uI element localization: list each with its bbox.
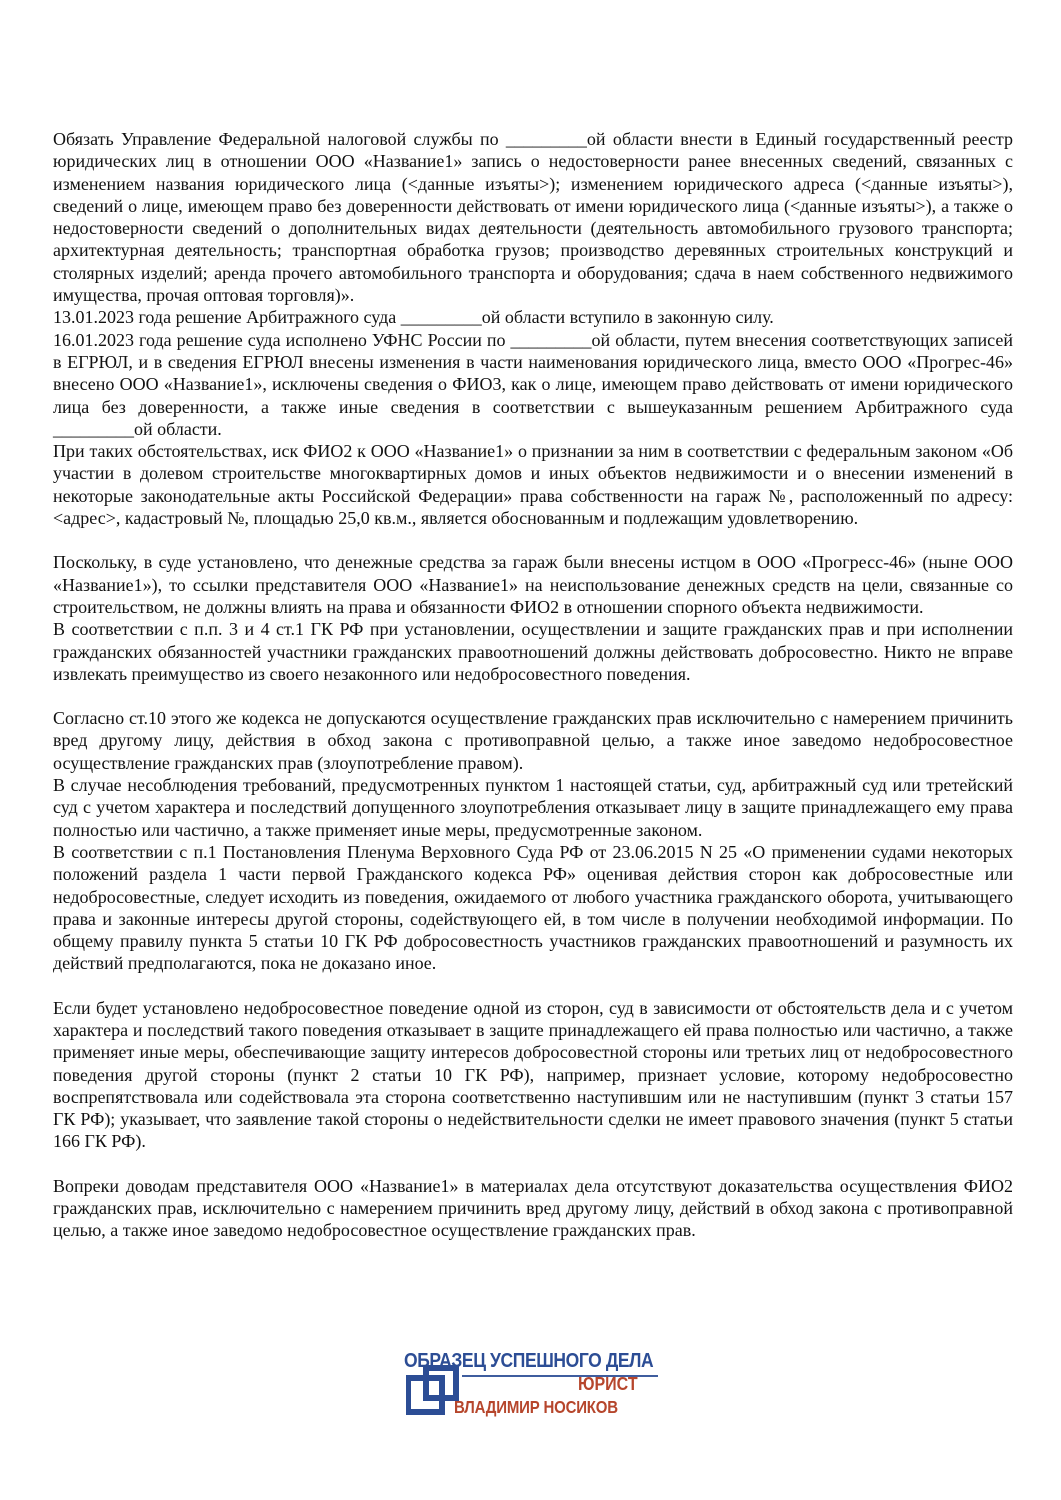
- logo-name: ВЛАДИМИР НОСИКОВ: [454, 1398, 618, 1418]
- paragraph: В соответствии с п.1 Постановления Пленума Верховного Суда РФ от 23.06.2015 N 25 «О применении судами некоторых положений раздела 1 части первой Гражданского кодекса РФ» оценивая действия сторон как добросовестные или недобросовестные, следует исходить из поведения, ожидаемого от любого участника гражданского оборота, учитывающего права и законные интересы другой стороны, содействующего ей, в том числе в получении необходимой информации. По общему правилу пункта 5 статьи 10 ГК РФ добросовестность участников гражданских правоотношений и разумность их действий предполагаются, пока не доказано иное.: [53, 841, 1013, 974]
- paragraph: Вопреки доводам представителя ООО «Название1» в материалах дела отсутствуют доказательства осуществления ФИО2 гражданских прав, исключительно с намерением причинить вред другому лицу, действий в обход закона с противоправной целью, а также иное заведомо недобросовестное осуществление гражданских прав.: [53, 1175, 1013, 1241]
- paragraph: При таких обстоятельствах, иск ФИО2 к ООО «Название1» о признании за ним в соответствии с федеральным законом «Об участии в долевом строительстве многоквартирных домов и иных объектов недвижимости и о внесении изменений в некоторые законодательные акты Российской Федерации» права собственности на гараж №, расположенный по адресу: <адрес>, кадастровый №, площадью 25,0 кв.м., является обоснованным и подлежащим удовлетворению.: [53, 441, 1013, 529]
- paragraph: Обязать Управление Федеральной налоговой службы по _________ой области внести в Единый государственный реестр юридических лиц в отношении ООО «Название1» запись о недостоверности ранее внесенных сведений, связанных с изменением названия юридического лица (<данные изъяты>); изменением юридического адреса (<данные изъяты>), сведений о лице, имеющем право без доверенности действовать от имени юридического лица (<данные изъяты>), а также о недостоверности сведений о дополнительных видах деятельности (деятельность автомобильного грузового транспорта; архитектурная деятельность; транспортная обработка грузов; производство деревянных строительных конструкций и столярных изделий; аренда прочего автомобильного транспорта и оборудования; сдача в наем собственного недвижимого имущества, прочая оптовая торговля)».: [53, 129, 1013, 306]
- paragraph: В соответствии с п.п. 3 и 4 ст.1 ГК РФ при установлении, осуществлении и защите гражданских прав и при исполнении гражданских обязанностей участники гражданских правоотношений должны действовать добросовестно. Никто не вправе извлекать преимущество из своего незаконного или недобросовестного поведения.: [53, 619, 1013, 684]
- logo-title: ОБРАЗЕЦ УСПЕШНОГО ДЕЛА: [404, 1348, 654, 1372]
- paragraph: Поскольку, в суде установлено, что денежные средства за гараж были внесены истцом в ООО «Прогресс-46» (ныне ООО «Название1»), то ссылки представителя ООО «Название1» на неиспользование денежных средств на цели, связанные со строительством, не должны влиять на права и обязанности ФИО2 в отношении спорного объекта недвижимости.: [53, 552, 1013, 617]
- paragraph: В случае несоблюдения требований, предусмотренных пунктом 1 настоящей статьи, суд, арбитражный суд или третейский суд с учетом характера и последствий допущенного злоупотребления отказывает лицу в защите принадлежащего ему права полностью или частично, а также применяет иные меры, предусмотренные законом.: [53, 775, 1013, 840]
- paragraph: 16.01.2023 года решение суда исполнено УФНС России по _________ой области, путем внесения соответствующих записей в ЕГРЮЛ, и в сведения ЕГРЮЛ внесены изменения в части наименования юридического лица, вместо ООО «Прогрес-46» внесено ООО «Название1», исключены сведения о ФИО3, как о лице, имеющем право действовать от имени юридического лица без доверенности, а также иные сведения в соответствии с вышеуказанным решением Арбитражного суда _________ой области.: [53, 329, 1013, 439]
- paragraph: 13.01.2023 года решение Арбитражного суда _________ой области вступило в законную силу.: [53, 307, 774, 328]
- paragraph: Согласно ст.10 этого же кодекса не допускаются осуществление гражданских прав исключительно с намерением причинить вред другому лицу, действия в обход закона с противоправной целью, а также иное заведомо недобросовестное осуществление гражданских прав (злоупотребление правом).: [53, 708, 1013, 773]
- document-body: [53, 128, 1013, 1242]
- logo-role: ЮРИСТ: [578, 1375, 638, 1395]
- lawyer-logo: [400, 1346, 662, 1418]
- paragraph: Если будет установлено недобросовестное поведение одной из сторон, суд в зависимости от обстоятельств дела и с учетом характера и последствий такого поведения отказывает в защите принадлежащего ей права полностью или частично, а также применяет иные меры, обеспечивающие защиту интересов добросовестной стороны или третьих лиц от недобросовестного поведения другой стороны (пункт 2 статьи 10 ГК РФ), например, признает условие, которому недобросовестно воспрепятствовала или содействовала эта сторона соответственно наступившим или не наступившим (пункт 3 статьи 157 ГК РФ); указывает, что заявление такой стороны о недействительности сделки не имеет правового значения (пункт 5 статьи 166 ГК РФ).: [53, 997, 1013, 1152]
